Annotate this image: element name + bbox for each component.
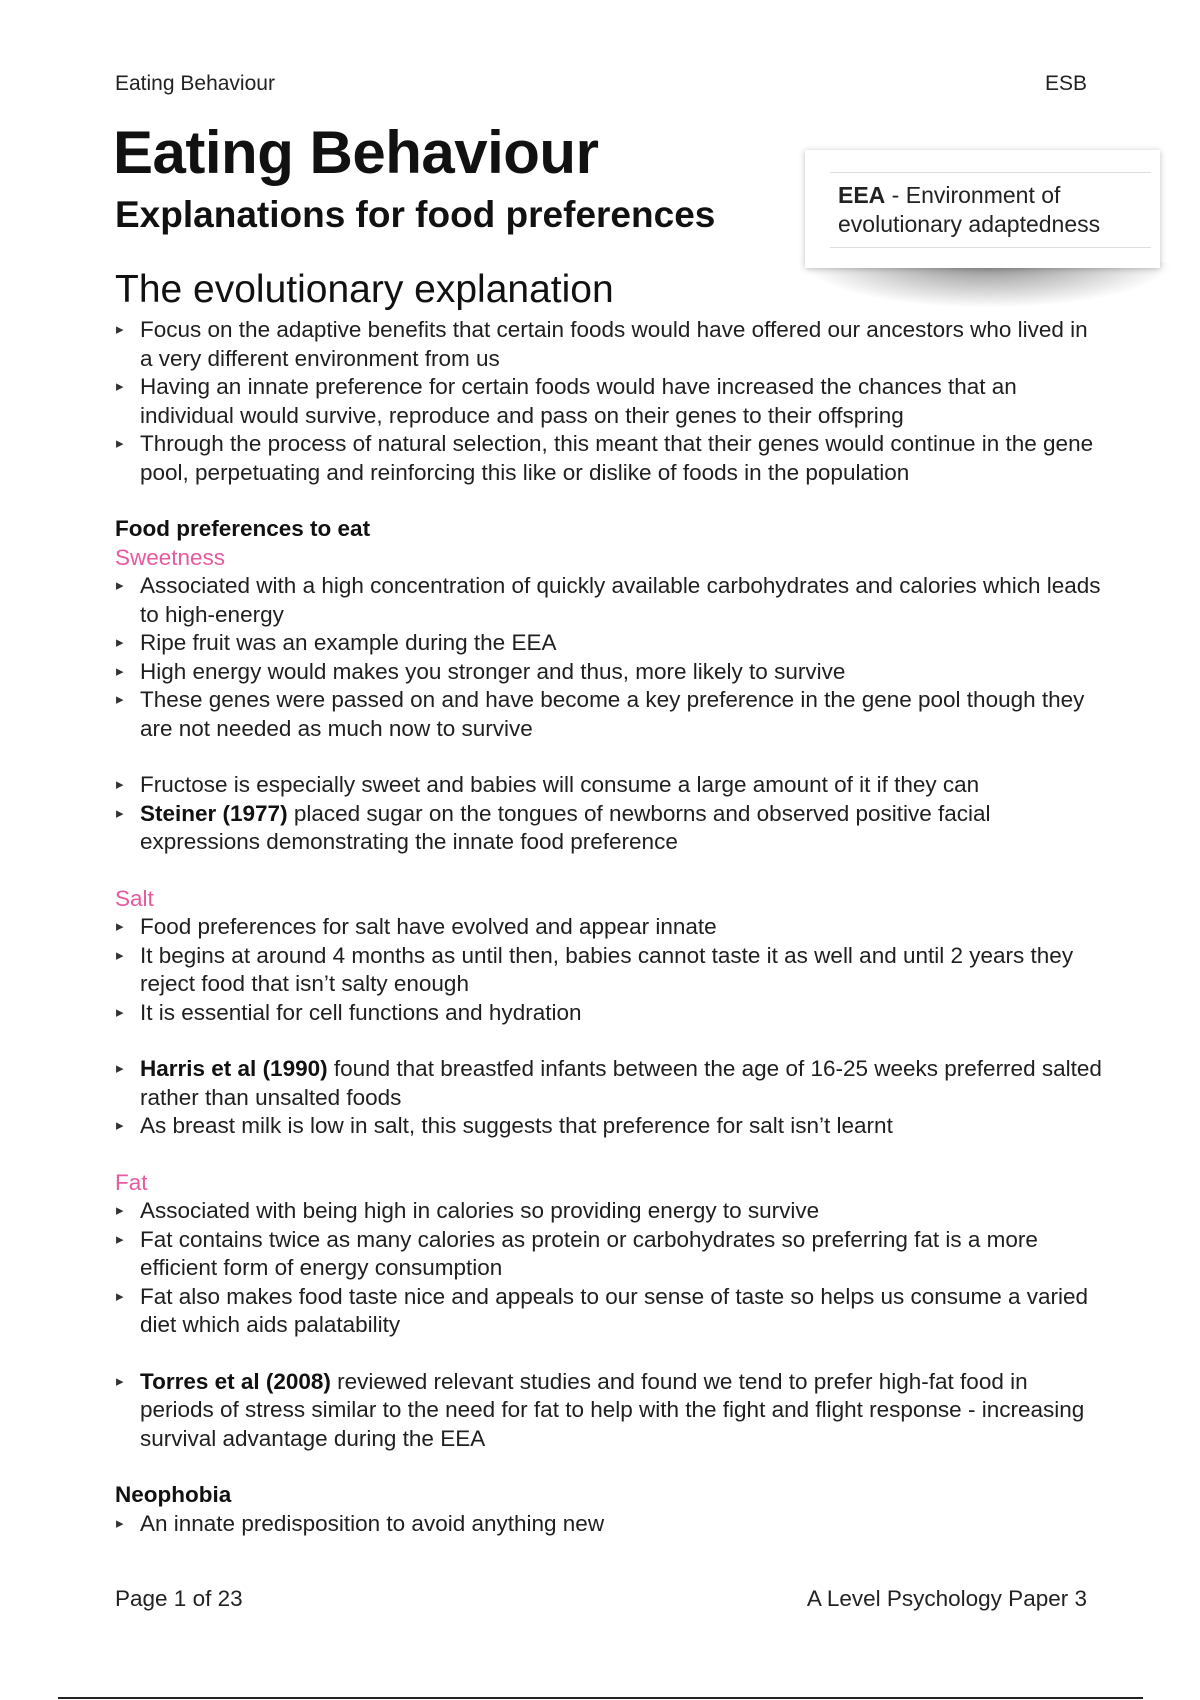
- list-item: ▸ Fat contains twice as many calories as protein or carbohydrates so preferring fat is a more efficient form of energy consumption: [115, 1226, 1105, 1283]
- definition-term: EEA: [838, 182, 886, 208]
- list-item: ▸ Fat also makes food taste nice and appeals to our sense of taste so helps us consume a varied diet which aids palatability: [115, 1283, 1105, 1340]
- list-item: ▸ Having an innate preference for certain foods would have increased the chances that an individual would survive, reproduce and pass on their genes to their offspring: [115, 373, 1105, 430]
- running-header-right: ESB: [1044, 72, 1087, 95]
- list-item: ▸ Through the process of natural selection, this meant that their genes would continue in the gene pool, perpetuating and reinforcing this like or dislike of foods in the population: [115, 430, 1105, 487]
- list-item: ▸ It is essential for cell functions and hydration: [115, 999, 1105, 1028]
- footer-course-title: A Level Psychology Paper 3: [806, 1586, 1087, 1611]
- list-item: ▸ Associated with being high in calories so providing energy to survive: [115, 1197, 1105, 1226]
- sweetness-bullet-list: [115, 572, 1105, 743]
- sweetness-label: Sweetness: [115, 544, 226, 570]
- neophobia-heading: Neophobia: [115, 1482, 232, 1507]
- list-item: ▸ Fructose is especially sweet and babies will consume a large amount of it if they can: [115, 771, 1105, 800]
- study-citation: Steiner (1977): [140, 800, 288, 826]
- list-item: ▸ Focus on the adaptive benefits that certain foods would have offered our ancestors who lived in a very different environment from us: [115, 316, 1105, 373]
- intro-bullet-list: [115, 316, 1105, 487]
- section-heading: The evolutionary explanation: [115, 268, 614, 311]
- list-item: ▸ It begins at around 4 months as until then, babies cannot taste it as well and until 2 years they reject food that isn’t salty enough: [115, 942, 1105, 999]
- list-item: ▸ Food preferences for salt have evolved and appear innate: [115, 913, 1105, 942]
- main-content: [115, 316, 1105, 1538]
- definition-description: - Environment of evolutionary adaptedness: [838, 182, 1101, 237]
- fat-evidence-list: [115, 1368, 1105, 1454]
- salt-label: Salt: [115, 885, 154, 911]
- list-item: ▸ Ripe fruit was an example during the EEA: [115, 629, 1105, 658]
- definition-box-shadow: [800, 262, 1175, 308]
- running-header-left: Eating Behaviour: [115, 72, 275, 95]
- bottom-divider: [58, 1697, 1143, 1699]
- definition-box: [805, 150, 1160, 268]
- list-item: ▸ These genes were passed on and have become a key preference in the gene pool though they are not needed as much now to survive: [115, 686, 1105, 743]
- salt-evidence-list: [115, 1055, 1105, 1141]
- list-item: ▸ As breast milk is low in salt, this suggests that preference for salt isn’t learnt: [115, 1112, 1105, 1141]
- study-citation: Torres et al (2008): [140, 1368, 331, 1394]
- page-number: Page 1 of 23: [115, 1586, 243, 1611]
- study-item: [115, 1055, 1105, 1112]
- fat-label: Fat: [115, 1169, 148, 1195]
- salt-bullet-list: [115, 913, 1105, 1027]
- study-item: [115, 800, 1105, 857]
- fat-bullet-list: [115, 1197, 1105, 1340]
- page-subtitle: Explanations for food preferences: [115, 194, 716, 235]
- list-item: ▸ High energy would makes you stronger and thus, more likely to survive: [115, 658, 1105, 687]
- definition-text: [830, 172, 1151, 248]
- sweetness-evidence-list: [115, 771, 1105, 857]
- list-item: ▸ An innate predisposition to avoid anything new: [115, 1510, 1105, 1539]
- study-description: placed sugar on the tongues of newborns and observed positive facial expressions demonstrating the innate food preference: [140, 800, 991, 854]
- study-description: found that breastfed infants between the age of 16-25 weeks preferred salted rather than unsalted foods: [140, 1056, 1102, 1110]
- neophobia-bullet-list: [115, 1510, 1105, 1539]
- list-item: ▸ Associated with a high concentration of quickly available carbohydrates and calories which leads to high-energy: [115, 572, 1105, 629]
- study-description: reviewed relevant studies and found we tend to prefer high-fat food in periods of stress similar to the need for fat to help with the fight and flight response - increasing survival advantage during the EEA: [140, 1368, 1085, 1451]
- food-preferences-heading: Food preferences to eat: [115, 516, 371, 541]
- study-citation: Harris et al (1990): [140, 1056, 328, 1081]
- study-item: [115, 1368, 1105, 1454]
- page-title: Eating Behaviour: [113, 119, 599, 186]
